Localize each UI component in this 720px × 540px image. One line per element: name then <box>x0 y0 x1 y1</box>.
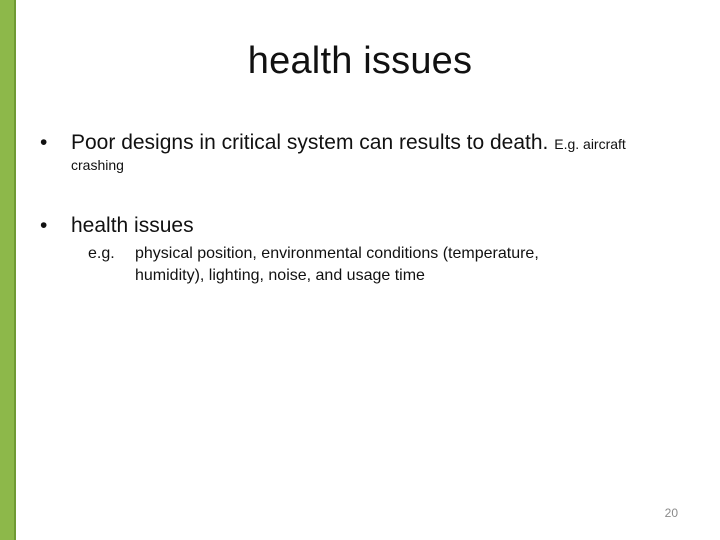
slide-title: health issues <box>247 40 473 82</box>
bullet-1-wrap: crashing <box>71 157 124 173</box>
sub-item-line-2: humidity), lighting, noise, and usage time <box>135 267 425 284</box>
bullet-2-glyph: • <box>40 214 48 237</box>
bullet-1-text: Poor designs in critical system can results to death. <box>71 131 549 154</box>
page-number: 20 <box>664 506 678 520</box>
sub-item-line-1: physical position, environmental conditions (temperature, <box>135 245 539 262</box>
bullet-1 <box>71 130 626 157</box>
bullet-1-small-tail: E.g. aircraft <box>554 136 626 152</box>
bullet-2-text: health issues <box>71 214 194 237</box>
sub-item-label: e.g. <box>88 245 115 262</box>
bullet-1-glyph: • <box>40 131 48 154</box>
